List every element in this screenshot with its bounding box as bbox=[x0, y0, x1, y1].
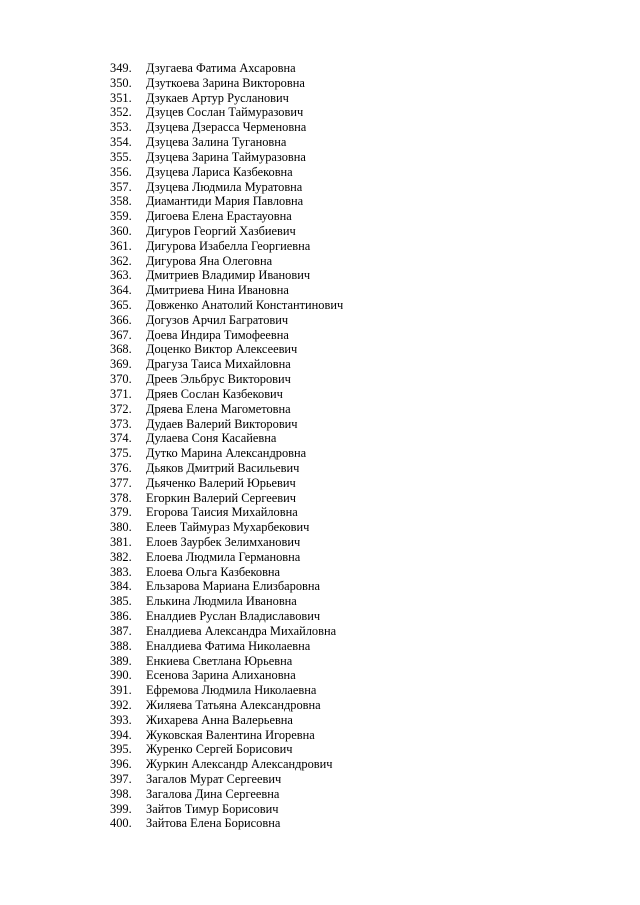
list-item bbox=[0, 728, 640, 743]
list-item bbox=[0, 194, 640, 209]
list-item bbox=[0, 802, 640, 817]
entry-full-name: Дряева Елена Магометовна bbox=[146, 401, 291, 416]
list-item bbox=[0, 772, 640, 787]
entry-full-name: Дьяков Дмитрий Васильевич bbox=[146, 460, 300, 475]
list-item bbox=[0, 713, 640, 728]
entry-number: 349. bbox=[110, 61, 132, 75]
entry-number: 360. bbox=[110, 223, 132, 238]
entry-number: 387. bbox=[110, 623, 132, 638]
entry-full-name: Журкин Александр Александрович bbox=[146, 757, 333, 772]
list-item bbox=[0, 742, 640, 757]
list-item bbox=[0, 816, 640, 831]
list-item bbox=[0, 328, 640, 343]
entry-full-name: Есенова Зарина Алихановна bbox=[146, 668, 296, 683]
entry-number: 364. bbox=[110, 283, 132, 298]
entry-number: 384. bbox=[110, 579, 132, 594]
list-item bbox=[0, 342, 640, 357]
list-item bbox=[0, 683, 640, 698]
entry-number: 385. bbox=[110, 594, 132, 609]
entry-number: 374. bbox=[110, 431, 132, 446]
entry-full-name: Енкиева Светлана Юрьевна bbox=[146, 653, 293, 668]
entry-full-name: Загалова Дина Сергеевна bbox=[146, 786, 280, 801]
entry-full-name: Елеев Таймураз Мухарбекович bbox=[146, 520, 310, 535]
entry-number: 389. bbox=[110, 653, 132, 668]
entry-number: 383. bbox=[110, 564, 132, 579]
entry-number: 398. bbox=[110, 786, 132, 801]
list-item bbox=[0, 654, 640, 669]
entry-number: 395. bbox=[110, 742, 132, 757]
entry-number: 390. bbox=[110, 668, 132, 683]
entry-number: 356. bbox=[110, 164, 132, 179]
list-item bbox=[0, 579, 640, 594]
entry-number: 350. bbox=[110, 75, 132, 90]
entry-number: 357. bbox=[110, 179, 132, 194]
entry-full-name: Дзуцева Зарина Таймуразовна bbox=[146, 149, 306, 164]
entry-full-name: Дзуткоева Зарина Викторовна bbox=[146, 75, 305, 90]
entry-number: 393. bbox=[110, 712, 132, 727]
entry-number: 351. bbox=[110, 90, 132, 105]
entry-full-name: Еналдиев Руслан Владиславович bbox=[146, 609, 321, 624]
entry-full-name: Жуковская Валентина Игоревна bbox=[146, 727, 315, 742]
list-item bbox=[0, 417, 640, 432]
entry-number: 392. bbox=[110, 697, 132, 712]
entry-full-name: Дреев Эльбрус Викторович bbox=[146, 372, 291, 387]
entry-full-name: Дзуцева Лариса Казбековна bbox=[146, 164, 293, 179]
entry-number: 391. bbox=[110, 683, 132, 698]
entry-number: 394. bbox=[110, 727, 132, 742]
entry-number: 369. bbox=[110, 357, 132, 372]
entry-full-name: Дутко Марина Александровна bbox=[146, 446, 307, 461]
entry-number: 355. bbox=[110, 149, 132, 164]
list-item bbox=[0, 476, 640, 491]
entry-full-name: Дигурова Изабелла Георгиевна bbox=[146, 238, 311, 253]
list-item bbox=[0, 387, 640, 402]
entry-number: 380. bbox=[110, 520, 132, 535]
entry-number: 379. bbox=[110, 505, 132, 520]
list-item bbox=[0, 402, 640, 417]
entry-number: 388. bbox=[110, 638, 132, 653]
entry-full-name: Ельзарова Мариана Елизбаровна bbox=[146, 579, 320, 594]
entry-full-name: Дзуцева Людмила Муратовна bbox=[146, 179, 303, 194]
entry-full-name: Дьяченко Валерий Юрьевич bbox=[146, 475, 296, 490]
list-item bbox=[0, 787, 640, 802]
list-item bbox=[0, 594, 640, 609]
entry-number: 378. bbox=[110, 490, 132, 505]
entry-full-name: Дзуцев Сослан Таймуразович bbox=[146, 105, 304, 120]
entry-number: 353. bbox=[110, 120, 132, 135]
entry-full-name: Елоева Ольга Казбековна bbox=[146, 564, 281, 579]
list-item bbox=[0, 698, 640, 713]
list-item bbox=[0, 491, 640, 506]
entry-number: 363. bbox=[110, 268, 132, 283]
entry-number: 371. bbox=[110, 386, 132, 401]
name-list bbox=[0, 61, 640, 831]
entry-full-name: Елькина Людмила Ивановна bbox=[146, 594, 297, 609]
entry-number: 396. bbox=[110, 757, 132, 772]
list-item bbox=[0, 268, 640, 283]
entry-full-name: Дигурова Яна Олеговна bbox=[146, 253, 273, 268]
list-item bbox=[0, 180, 640, 195]
entry-full-name: Дзукаев Артур Русланович bbox=[146, 90, 289, 105]
entry-full-name: Дигоева Елена Ерастауовна bbox=[146, 209, 292, 224]
entry-full-name: Доценко Виктор Алексеевич bbox=[146, 342, 298, 357]
entry-full-name: Довженко Анатолий Константинович bbox=[146, 298, 344, 312]
entry-full-name: Дзуцева Дзерасса Черменовна bbox=[146, 120, 307, 135]
list-item bbox=[0, 461, 640, 476]
list-item bbox=[0, 668, 640, 683]
entry-full-name: Дряев Сослан Казбекович bbox=[146, 386, 283, 401]
entry-full-name: Дзугаева Фатима Ахсаровна bbox=[146, 61, 296, 75]
list-item bbox=[0, 61, 640, 76]
list-item bbox=[0, 446, 640, 461]
entry-full-name: Дудаев Валерий Викторович bbox=[146, 416, 298, 431]
entry-number: 365. bbox=[110, 298, 132, 312]
list-item bbox=[0, 298, 640, 313]
list-item bbox=[0, 209, 640, 224]
entry-number: 362. bbox=[110, 253, 132, 268]
entry-number: 386. bbox=[110, 609, 132, 624]
entry-number: 382. bbox=[110, 549, 132, 564]
list-item bbox=[0, 224, 640, 239]
entry-number: 376. bbox=[110, 460, 132, 475]
list-item bbox=[0, 520, 640, 535]
list-item bbox=[0, 550, 640, 565]
list-item bbox=[0, 357, 640, 372]
list-item bbox=[0, 150, 640, 165]
entry-full-name: Зайтова Елена Борисовна bbox=[146, 816, 281, 831]
entry-full-name: Дзуцева Залина Тугановна bbox=[146, 135, 287, 150]
entry-full-name: Егорова Таисия Михайловна bbox=[146, 505, 298, 520]
entry-full-name: Жиляева Татьяна Александровна bbox=[146, 697, 321, 712]
entry-number: 359. bbox=[110, 209, 132, 224]
entry-number: 373. bbox=[110, 416, 132, 431]
entry-number: 370. bbox=[110, 372, 132, 387]
list-item bbox=[0, 505, 640, 520]
entry-number: 381. bbox=[110, 535, 132, 549]
entry-full-name: Диамантиди Мария Павловна bbox=[146, 194, 304, 209]
entry-full-name: Зайтов Тимур Борисович bbox=[146, 801, 279, 816]
entry-number: 372. bbox=[110, 401, 132, 416]
list-item bbox=[0, 254, 640, 269]
entry-full-name: Дмитриева Нина Ивановна bbox=[146, 283, 289, 298]
list-item bbox=[0, 91, 640, 106]
list-item bbox=[0, 624, 640, 639]
entry-full-name: Дулаева Соня Касайевна bbox=[146, 431, 277, 446]
entry-full-name: Драгуза Таиса Михайловна bbox=[146, 357, 291, 372]
list-item bbox=[0, 239, 640, 254]
list-item bbox=[0, 639, 640, 654]
list-item bbox=[0, 535, 640, 550]
entry-full-name: Загалов Мурат Сергеевич bbox=[146, 772, 282, 786]
entry-number: 400. bbox=[110, 816, 132, 831]
list-item bbox=[0, 165, 640, 180]
entry-number: 368. bbox=[110, 342, 132, 357]
entry-number: 358. bbox=[110, 194, 132, 209]
list-item bbox=[0, 757, 640, 772]
entry-full-name: Дигуров Георгий Хазбиевич bbox=[146, 223, 296, 238]
list-item bbox=[0, 565, 640, 580]
list-item bbox=[0, 431, 640, 446]
entry-full-name: Елоев Заурбек Зелимханович bbox=[146, 535, 301, 549]
list-item bbox=[0, 609, 640, 624]
entry-full-name: Еналдиева Александра Михайловна bbox=[146, 623, 337, 638]
entry-number: 399. bbox=[110, 801, 132, 816]
list-item bbox=[0, 76, 640, 91]
entry-full-name: Ефремова Людмила Николаевна bbox=[146, 683, 317, 698]
list-item bbox=[0, 372, 640, 387]
entry-number: 367. bbox=[110, 327, 132, 342]
entry-number: 354. bbox=[110, 135, 132, 150]
entry-full-name: Егоркин Валерий Сергеевич bbox=[146, 490, 296, 505]
entry-full-name: Журенко Сергей Борисович bbox=[146, 742, 293, 757]
entry-full-name: Дмитриев Владимир Иванович bbox=[146, 268, 311, 283]
entry-number: 366. bbox=[110, 312, 132, 327]
list-item bbox=[0, 135, 640, 150]
entry-full-name: Догузов Арчил Багратович bbox=[146, 312, 289, 327]
list-item bbox=[0, 105, 640, 120]
entry-full-name: Елоева Людмила Германовна bbox=[146, 549, 301, 564]
list-item bbox=[0, 313, 640, 328]
entry-number: 352. bbox=[110, 105, 132, 120]
list-item bbox=[0, 283, 640, 298]
entry-full-name: Жихарева Анна Валерьевна bbox=[146, 712, 293, 727]
entry-number: 361. bbox=[110, 238, 132, 253]
entry-full-name: Доева Индира Тимофеевна bbox=[146, 327, 289, 342]
entry-number: 375. bbox=[110, 446, 132, 461]
entry-full-name: Еналдиева Фатима Николаевна bbox=[146, 638, 311, 653]
entry-number: 377. bbox=[110, 475, 132, 490]
entry-number: 397. bbox=[110, 772, 132, 786]
list-item bbox=[0, 120, 640, 135]
